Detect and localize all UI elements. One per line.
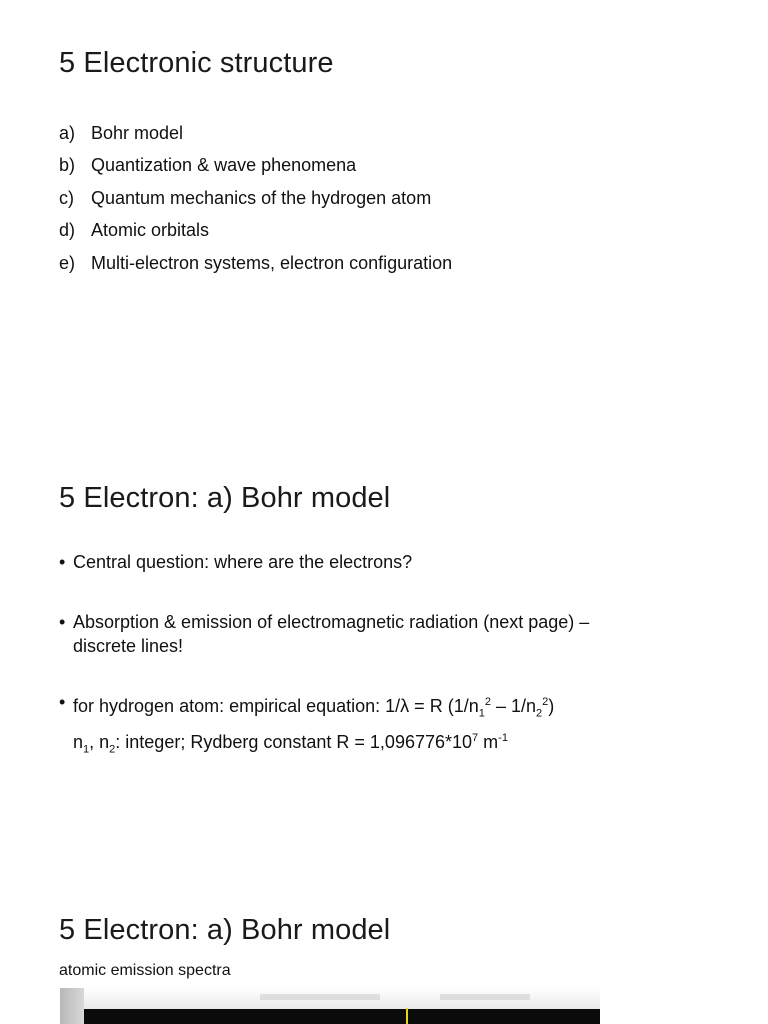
slide-subtitle: atomic emission spectra <box>59 962 231 979</box>
spectral-line <box>406 1008 408 1024</box>
topic-list <box>59 117 452 279</box>
list-item <box>59 149 452 181</box>
list-item-text: Quantization & wave phenomena <box>91 155 357 176</box>
bullet-marker: • <box>59 692 66 712</box>
list-marker: e) <box>59 252 76 273</box>
slide-bohr-model-intro <box>0 432 768 864</box>
slide-title: 5 Electron: a) Bohr model <box>59 482 391 514</box>
slide-title: 5 Electronic structure <box>59 47 334 79</box>
bullet-text: Central question: where are the electrons? <box>73 552 413 572</box>
list-marker: d) <box>59 220 76 241</box>
emission-spectrum-image <box>60 988 600 1024</box>
list-marker: c) <box>59 187 74 208</box>
bullet-marker: • <box>59 552 66 572</box>
rydberg-equation: for hydrogen atom: empirical equation: 1/λ = R $(1/n_1^2 - 1/n_2^2)$ <box>73 696 555 720</box>
bullet-text: Absorption & emission of electromagnetic radiation (next page) – <box>73 612 590 632</box>
list-item-text: Bohr model <box>91 123 184 143</box>
slide-electronic-structure <box>0 0 768 432</box>
list-item <box>59 182 452 214</box>
bullet-marker: • <box>59 612 66 632</box>
rydberg-constant: $n_1$, $n_2$: integer; Rydberg constant $R = 1,096776*10^7$ $m^{-1}$ <box>73 731 508 756</box>
list-marker: a) <box>59 123 76 143</box>
list-item <box>59 214 452 246</box>
list-item-text: Quantum mechanics of the hydrogen atom <box>91 187 432 208</box>
spectrum-band <box>84 1009 600 1024</box>
list-marker: b) <box>59 155 76 176</box>
slide-emission-spectra <box>0 864 768 1024</box>
list-item <box>59 247 452 279</box>
bullet-text: discrete lines! <box>73 636 184 656</box>
list-item-text: Multi-electron systems, electron configuration <box>91 252 453 273</box>
list-item-text: Atomic orbitals <box>91 220 210 241</box>
list-item <box>59 117 452 149</box>
slide-title: 5 Electron: a) Bohr model <box>59 914 391 946</box>
